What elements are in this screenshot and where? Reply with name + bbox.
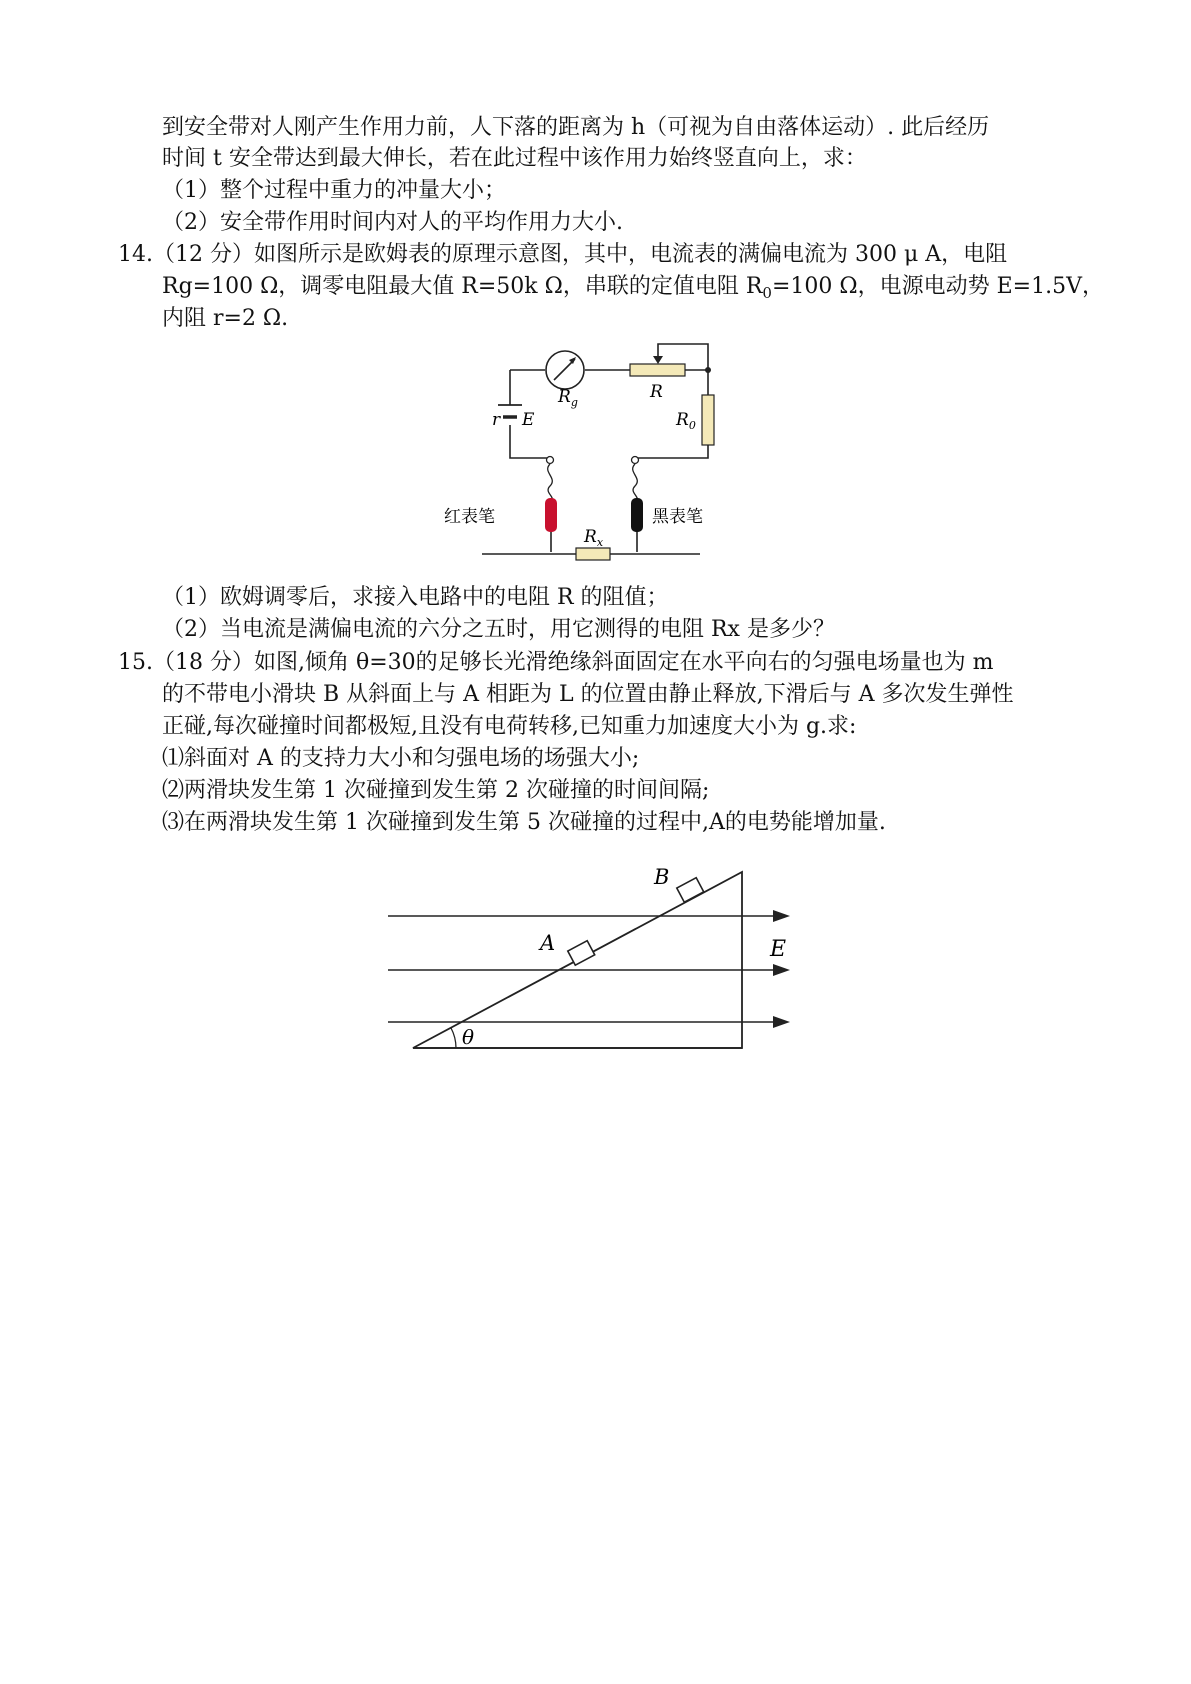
q15-text-line-3: 正碰,每次碰撞时间都极短,且没有电荷转移,已知重力加速度大小为 g.求: [162,714,857,739]
incline-electric-field-diagram [380,850,800,1060]
label-theta: θ [462,1025,475,1049]
label-rx: $R_x$ [584,527,604,549]
q13-subquestion-2: （2）安全带作用时间内对人的平均作用力大小. [162,210,623,235]
q14-text-line-3: 内阻 r=2 Ω. [162,306,289,331]
label-block-a: A [540,931,556,955]
field-arrow-middle [773,964,790,976]
ohmmeter-circuit-diagram [444,330,730,575]
field-arrow-top [773,910,790,922]
angle-arc [451,1028,456,1048]
q13-text-line-1: 到安全带对人刚产生作用力前，人下落的距离为 h（可视为自由落体运动）. 此后经历 [162,115,990,140]
label-black-probe: 黑表笔 [652,507,703,527]
label-internal-r: r [492,410,501,430]
label-field-e: E [770,937,787,962]
label-emf: E [522,410,535,430]
terminal-right [632,457,639,464]
fixed-resistor-r0 [702,395,714,445]
q14-subquestion-1: （1）欧姆调零后，求接入电路中的电阻 R 的阻值； [162,585,669,610]
label-r: R [650,382,663,402]
label-rg: $R_g$ [558,387,578,409]
label-red-probe: 红表笔 [444,507,495,527]
black-lead-wire [633,464,638,500]
q13-text-line-2: 时间 t 安全带达到最大伸长，若在此过程中该作用力始终竖直向上，求： [162,146,867,171]
q14-text-line-2: Rg=100 Ω，调零电阻最大值 R=50k Ω，串联的定值电阻 $R_0=100$ Ω，电源电动势 E=1.5V， [162,274,1104,302]
rheostat-slider-arrow [653,356,663,364]
q15-subquestion-3: ⑶在两滑块发生第 1 次碰撞到发生第 5 次碰撞的过程中,A的电势能增加量. [162,810,886,835]
q13-subquestion-1: （1）整个过程中重力的冲量大小； [162,178,506,203]
field-arrow-bottom [773,1016,790,1028]
q14-subquestion-2: （2）当电流是满偏电流的六分之五时，用它测得的电阻 Rx 是多少？ [162,617,835,642]
q15-subquestion-1: ⑴斜面对 A 的支持力大小和匀强电场的场强大小; [162,746,640,771]
block-b [677,878,704,902]
unknown-resistor-rx [576,548,610,560]
q14-text-line-1: 14.（12 分）如图所示是欧姆表的原理示意图，其中，电流表的满偏电流为 300 μ A，电阻 [118,242,1008,267]
red-probe [545,498,557,532]
zero-adjust-resistor [630,364,685,376]
q15-text-line-1: 15.（18 分）如图,倾角 θ=30的足够长光滑绝缘斜面固定在水平向右的匀强电场量也为 m [118,650,994,675]
block-a [568,941,595,965]
label-block-b: B [654,865,670,889]
label-r0: $R_0$ [676,410,696,432]
terminal-left [547,457,554,464]
black-probe [631,498,643,532]
q15-text-line-2: 的不带电小滑块 B 从斜面上与 A 相距为 L 的位置由静止释放,下滑后与 A 多次发生弹性 [162,682,1014,707]
wire-right-lower [635,445,708,458]
junction-node [705,367,711,373]
red-lead-wire [548,464,553,500]
q15-subquestion-2: ⑵两滑块发生第 1 次碰撞到发生第 2 次碰撞的时间间隔; [162,778,710,803]
